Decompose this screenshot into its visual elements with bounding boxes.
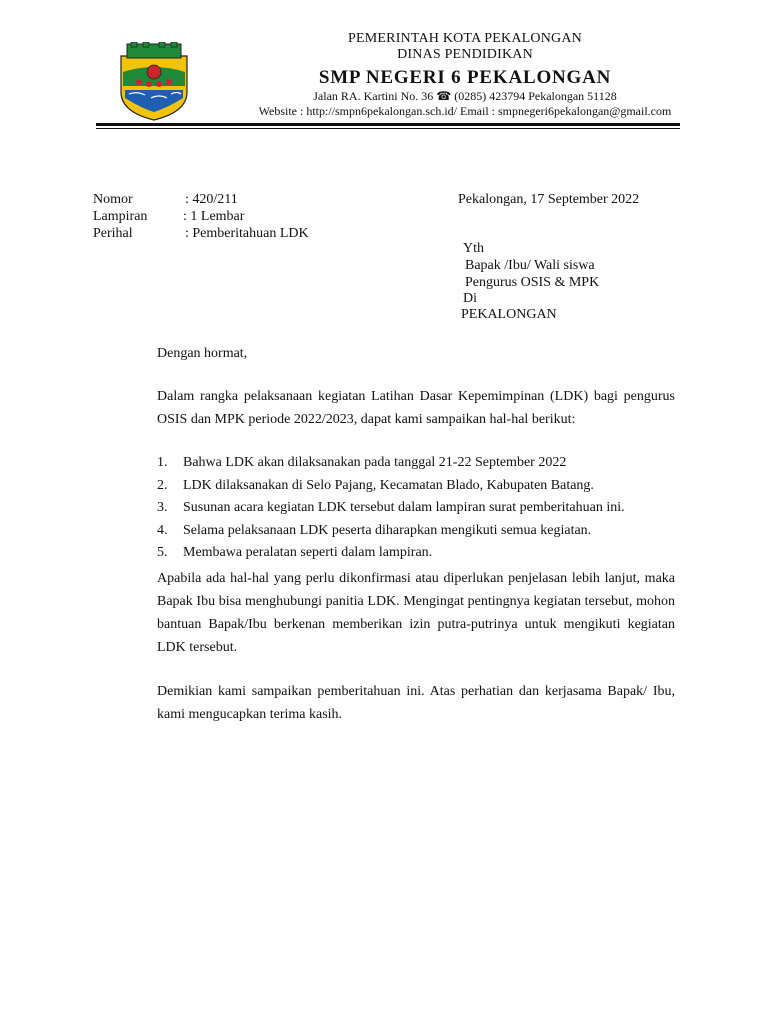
list-item-number: 2. [157, 478, 168, 493]
list-item: Bahwa LDK akan dilaksanakan pada tanggal 21-22 September 2022 [183, 455, 567, 470]
nomor-value: : 420/211 [185, 192, 238, 207]
recipient-di: Di [463, 291, 477, 306]
recipient-line-2: Pengurus OSIS & MPK [465, 275, 600, 290]
list-item: Selama pelaksanaan LDK peserta diharapkan mengikuti semua kegiatan. [183, 523, 592, 538]
perihal-value: : Pemberitahuan LDK [185, 226, 309, 241]
lampiran-label: Lampiran [93, 209, 148, 224]
nomor-label: Nomor [93, 192, 133, 207]
lampiran-value: : 1 Lembar [183, 209, 245, 224]
list-item: Susunan acara kegiatan LDK tersebut dalam lampiran surat pemberitahuan ini. [183, 500, 625, 515]
recipient-yth: Yth [463, 241, 484, 256]
list-item-number: 3. [157, 500, 168, 515]
list-item-number: 1. [157, 455, 168, 470]
list-item: LDK dilaksanakan di Selo Pajang, Kecamatan Blado, Kabupaten Batang. [183, 478, 594, 493]
recipient-line-1: Bapak /Ibu/ Wali siswa [465, 258, 595, 273]
intro-paragraph: Dalam rangka pelaksanaan kegiatan Latihan Dasar Kepemimpinan (LDK) bagi pengurus OSIS dan MPK periode 2022/2023, dapat kami sampaikan hal-hal berikut: [157, 389, 675, 427]
letterhead-school-name: SMP NEGERI 6 PEKALONGAN [318, 67, 612, 88]
place-date: Pekalongan, 17 September 2022 [458, 192, 640, 207]
letterhead-address: Jalan RA. Kartini No. 36 ☎ (0285) 423794 Pekalongan 51128 [313, 89, 617, 103]
followup-paragraph: Apabila ada hal-hal yang perlu dikonfirmasi atau diperlukan penjelasan lebih lanjut, maka Bapak Ibu bisa menghubungi panitia LDK. Mengingat pentingnya kegiatan tersebut, mohon bantuan Bapak/Ibu berkenan memberikan izin putra-putrinya untuk mengikuti kegiatan LDK tersebut. [157, 571, 675, 655]
letterhead-divider-thin [96, 128, 680, 129]
perihal-label: Perihal [93, 226, 133, 241]
letterhead-divider-thick [96, 123, 680, 126]
greeting: Dengan hormat, [157, 346, 248, 361]
list-item: Membawa peralatan seperti dalam lampiran. [183, 545, 433, 560]
letterhead-department: DINAS PENDIDIKAN [397, 47, 533, 62]
list-item-number: 4. [157, 523, 168, 538]
recipient-city: PEKALONGAN [461, 307, 557, 322]
kota-pekalongan-crest-icon [117, 42, 191, 122]
letterhead-government: PEMERINTAH KOTA PEKALONGAN [348, 31, 582, 46]
list-item-number: 5. [157, 545, 168, 560]
closing-paragraph: Demikian kami sampaikan pemberitahuan ini. Atas perhatian dan kerjasama Bapak/ Ibu, kami mengucapkan terima kasih. [157, 684, 675, 722]
letterhead-website-email: Website : http://smpn6pekalongan.sch.id/ Email : smpnegeri6pekalongan@gmail.com [258, 104, 672, 118]
